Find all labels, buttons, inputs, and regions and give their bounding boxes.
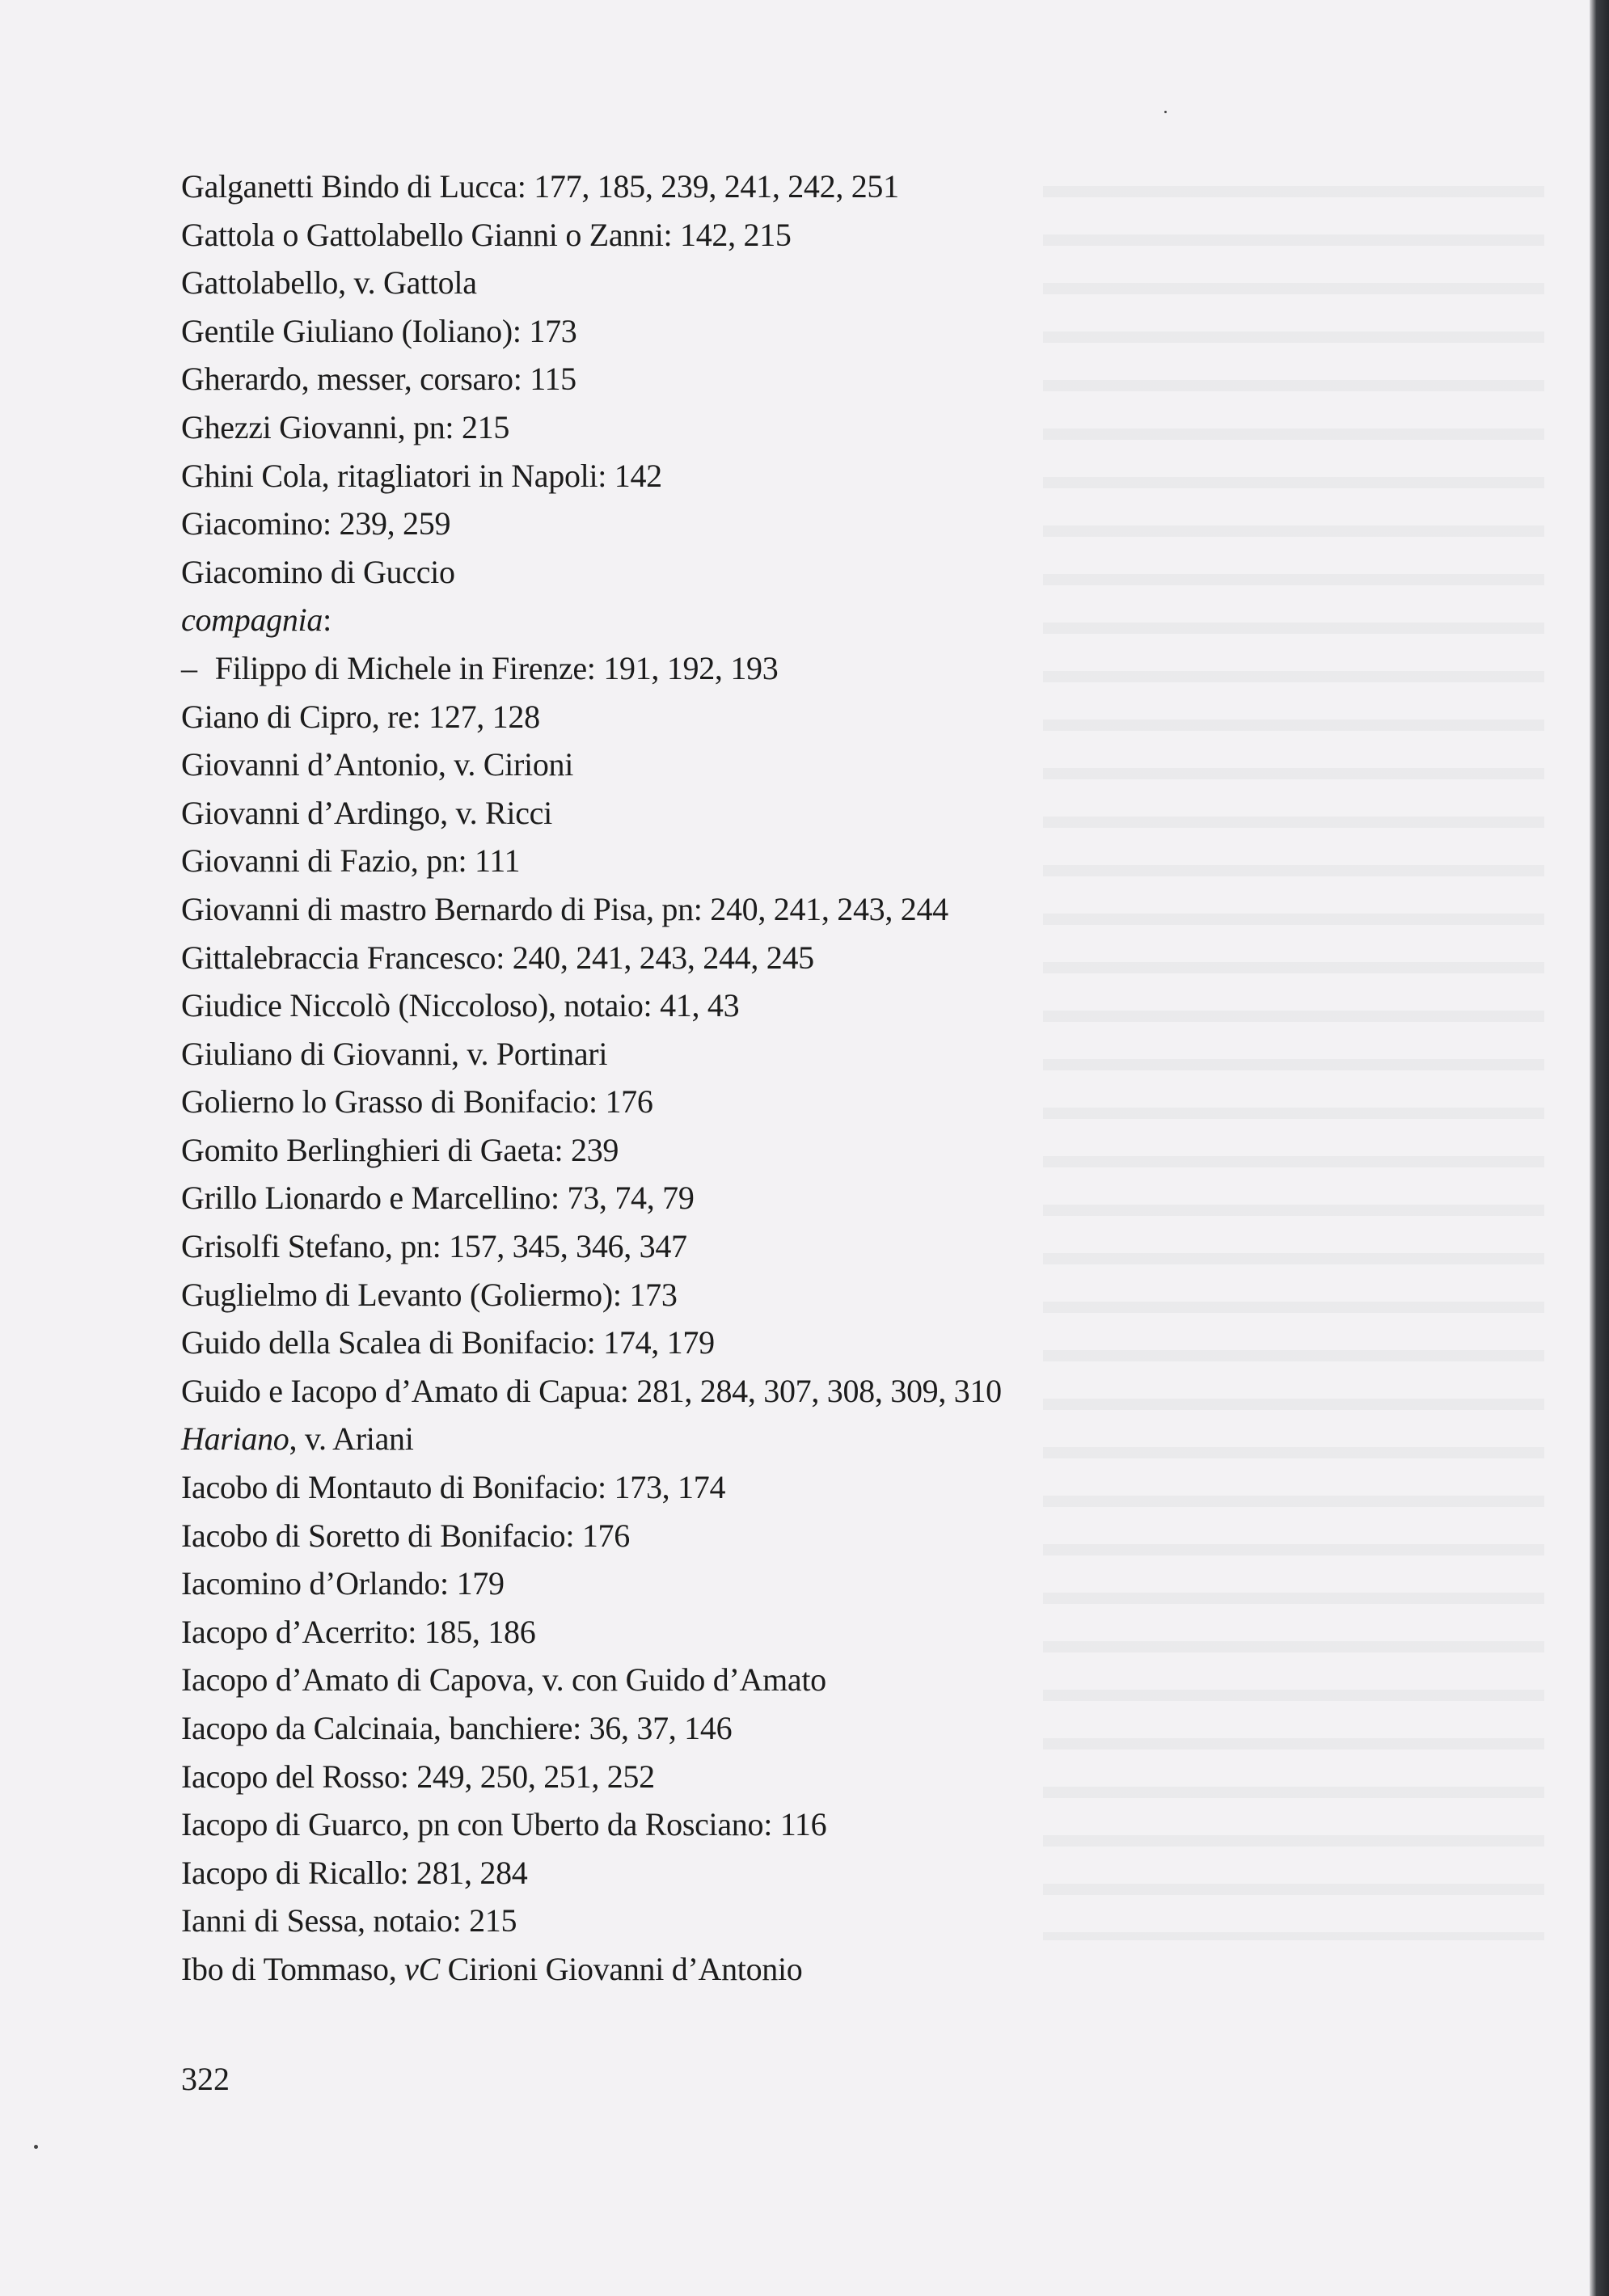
index-entry xyxy=(181,1945,1002,1994)
index-entry: Guido e Iacopo d’Amato di Capua: 281, 284, 307, 308, 309, 310 xyxy=(181,1372,1002,1409)
index-entry: Giovanni di mastro Bernardo di Pisa, pn: 240, 241, 243, 244 xyxy=(181,890,948,927)
index-entry: Ghezzi Giovanni, pn: 215 xyxy=(181,408,510,445)
page-number: 322 xyxy=(181,2061,230,2097)
subentry-dash: – xyxy=(181,649,197,686)
index-entry: Iacopo del Rosso: 249, 250, 251, 252 xyxy=(181,1758,655,1795)
index-entry: Guglielmo di Levanto (Goliermo): 173 xyxy=(181,1276,678,1313)
entry-pre: Ibo di Tommaso, xyxy=(181,1950,405,1987)
index-entry: Iacopo d’Amato di Capova, v. con Guido d’Amato xyxy=(181,1661,826,1699)
speck xyxy=(1164,111,1167,113)
index-entry: Galganetti Bindo di Lucca: 177, 185, 239, 241, 242, 251 xyxy=(181,168,899,205)
entry-post: Cirioni Giovanni d’Antonio xyxy=(439,1950,803,1987)
bleed-through-text xyxy=(1043,162,1544,1940)
index-entry: Gattola o Gattolabello Gianni o Zanni: 142, 215 xyxy=(181,216,792,253)
index-entry: Iacopo di Guarco, pn con Uberto da Rosciano: 116 xyxy=(181,1806,827,1843)
index-entry: Giovanni di Fazio, pn: 111 xyxy=(181,842,521,880)
index-entry: Grisolfi Stefano, pn: 157, 345, 346, 347 xyxy=(181,1228,687,1265)
index-subentry-heading xyxy=(181,596,1002,644)
index-entry: Giovanni d’Ardingo, v. Ricci xyxy=(181,794,552,831)
index-entry: Giudice Niccolò (Niccoloso), notaio: 41, 43 xyxy=(181,987,740,1024)
index-entry xyxy=(181,1415,1002,1463)
index-entry: Gomito Berlinghieri di Gaeta: 239 xyxy=(181,1131,619,1168)
index-entry: Iacobo di Soretto di Bonifacio: 176 xyxy=(181,1517,630,1554)
index-list xyxy=(181,162,1002,1994)
index-entry: Giovanni d’Antonio, v. Cirioni xyxy=(181,746,574,783)
index-entry: Gittalebraccia Francesco: 240, 241, 243, 244, 245 xyxy=(181,939,814,976)
index-entry: Iacopo d’Acerrito: 185, 186 xyxy=(181,1613,536,1650)
index-entry: Giano di Cipro, re: 127, 128 xyxy=(181,698,540,735)
index-entry: Gherardo, messer, corsaro: 115 xyxy=(181,361,576,398)
index-entry: Golierno lo Grasso di Bonifacio: 176 xyxy=(181,1083,653,1121)
subentry-label: compagnia xyxy=(181,601,323,639)
subentry-colon: : xyxy=(323,601,332,639)
entry-italic-term: vC xyxy=(404,1950,440,1987)
speck xyxy=(34,2145,38,2149)
index-entry: Guido della Scalea di Bonifacio: 174, 179 xyxy=(181,1324,715,1361)
index-entry: Giacomino: 239, 259 xyxy=(181,505,451,542)
index-entry: Grillo Lionardo e Marcellino: 73, 74, 79 xyxy=(181,1180,695,1217)
entry-italic-term: Hariano xyxy=(181,1420,289,1458)
index-entry: Iacobo di Montauto di Bonifacio: 173, 174 xyxy=(181,1469,726,1506)
index-entry: Ghini Cola, ritagliatori in Napoli: 142 xyxy=(181,457,662,494)
index-entry: Iacopo da Calcinaia, banchiere: 36, 37, 146 xyxy=(181,1710,733,1746)
page-edge xyxy=(1590,0,1609,2296)
index-entry: Ianni di Sessa, notaio: 215 xyxy=(181,1902,517,1939)
index-entry: Gentile Giuliano (Ioliano): 173 xyxy=(181,312,577,349)
index-subentry xyxy=(181,644,1002,693)
index-entry: Gattolabello, v. Gattola xyxy=(181,264,477,302)
index-entry: Iacopo di Ricallo: 281, 284 xyxy=(181,1854,528,1891)
entry-rest: , v. Ariani xyxy=(289,1420,414,1458)
index-entry: Giacomino di Guccio xyxy=(181,553,455,590)
index-entry: Iacomino d’Orlando: 179 xyxy=(181,1565,505,1602)
subentry-text: Filippo di Michele in Firenze: 191, 192, 193 xyxy=(214,649,779,686)
index-entry: Giuliano di Giovanni, v. Portinari xyxy=(181,1035,608,1072)
